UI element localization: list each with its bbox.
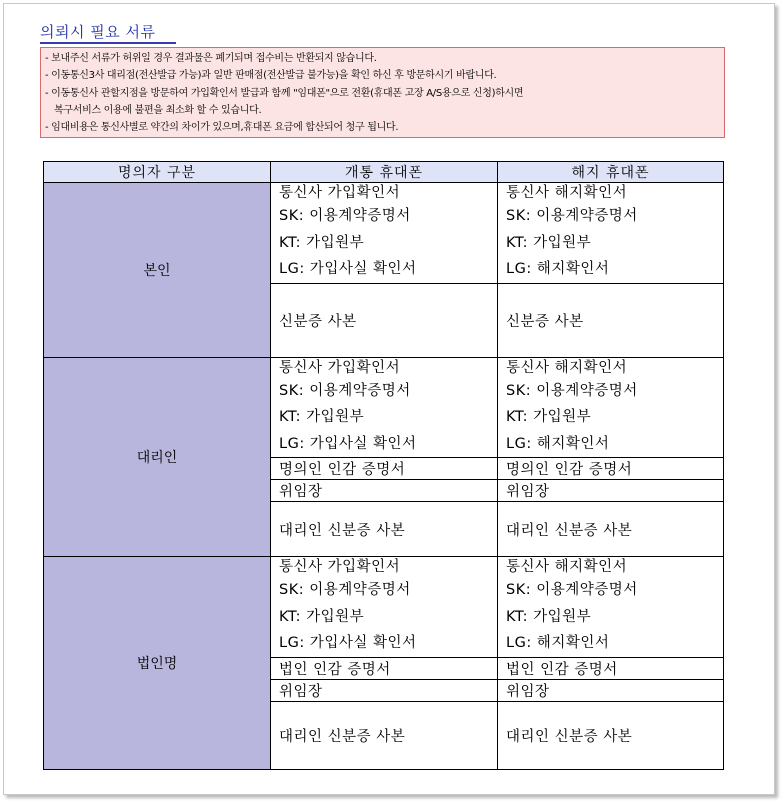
doc-item: LG: 가입사실 확인서 (279, 261, 417, 278)
open-doc-list (271, 183, 498, 284)
open-doc-list (271, 357, 498, 458)
doc-item: LG: 가입사실 확인서 (279, 635, 417, 652)
doc-item: LG: 해지확인서 (506, 261, 610, 278)
doc-item: 명의인 인감 증명서 (498, 458, 724, 480)
close-doc-list (498, 357, 724, 458)
notice-line: - 보내주신 서류가 허위일 경우 결과물은 폐기되며 접수비는 반환되지 않습니다. (45, 53, 377, 64)
header-open-phone: 개통 휴대폰 (271, 162, 498, 183)
doc-item: SK: 이용계약증명서 (506, 208, 638, 225)
open-doc-list (271, 557, 498, 658)
doc-item: SK: 이용계약증명서 (279, 382, 411, 399)
doc-item: 위임장 (498, 679, 724, 701)
header-closed-phone: 해지 휴대폰 (498, 162, 724, 183)
doc-item: SK: 이용계약증명서 (506, 382, 638, 399)
close-doc-list (498, 183, 724, 284)
category-cell: 법인명 (44, 557, 271, 770)
doc-item: 위임장 (271, 480, 498, 502)
table-row (44, 183, 724, 284)
doc-item: 통신사 해지확인서 (506, 559, 628, 576)
doc-item: KT: 가입원부 (506, 234, 592, 251)
doc-item: 대리인 신분증 사본 (271, 502, 498, 557)
doc-item: 통신사 해지확인서 (506, 359, 628, 376)
doc-item: KT: 가입원부 (279, 409, 365, 426)
doc-item: 통신사 해지확인서 (506, 185, 628, 202)
notice-line: 복구서비스 이용에 불편을 최소화 할 수 있습니다. (54, 104, 262, 116)
doc-item: LG: 해지확인서 (506, 435, 610, 452)
category-cell: 대리인 (44, 357, 271, 557)
doc-item: 위임장 (498, 480, 724, 502)
required-documents-table (43, 161, 724, 770)
doc-item: KT: 가입원부 (506, 608, 592, 625)
table-row (44, 557, 724, 658)
doc-item: SK: 이용계약증명서 (506, 582, 638, 599)
notice-line: - 이동통신3사 대리점(전산발급 가능)과 일반 판매점(전산발급 불가능)을 확인 하신 후 방문하시기 바랍니다. (45, 70, 497, 82)
doc-item: 신분증 사본 (271, 283, 498, 357)
table-row (44, 357, 724, 458)
category-cell: 본인 (44, 183, 271, 358)
doc-item: 통신사 가입확인서 (279, 359, 401, 376)
close-doc-list (498, 557, 724, 658)
doc-item: 위임장 (271, 679, 498, 701)
title-underline (40, 42, 176, 44)
doc-item: 신분증 사본 (498, 283, 724, 357)
table-header-row (44, 162, 724, 183)
doc-item: LG: 해지확인서 (506, 635, 610, 652)
doc-item: KT: 가입원부 (279, 608, 365, 625)
doc-item: 법인 인감 증명서 (271, 657, 498, 679)
doc-item: KT: 가입원부 (506, 409, 592, 426)
doc-item: 법인 인감 증명서 (498, 657, 724, 679)
doc-item: SK: 이용계약증명서 (279, 208, 411, 225)
doc-item: KT: 가입원부 (279, 234, 365, 251)
doc-item: 통신사 가입확인서 (279, 559, 401, 576)
notice-line: - 임대비용은 통신사별로 약간의 차이가 있으며,휴대폰 요금에 합산되어 청구 됩니다. (45, 122, 399, 134)
doc-item: 대리인 신분증 사본 (498, 502, 724, 557)
doc-item: SK: 이용계약증명서 (279, 582, 411, 599)
doc-item: LG: 가입사실 확인서 (279, 435, 417, 452)
notice-box (40, 47, 725, 138)
header-owner-type: 명의자 구분 (44, 162, 271, 183)
doc-item: 대리인 신분증 사본 (271, 701, 498, 769)
doc-item: 대리인 신분증 사본 (498, 701, 724, 769)
page-title: 의뢰시 필요 서류 (40, 23, 156, 41)
doc-item: 통신사 가입확인서 (279, 185, 401, 202)
doc-item: 명의인 인감 증명서 (271, 458, 498, 480)
notice-line: - 이동통신사 관할지점을 방문하여 가입확인서 발급과 함께 "임대폰"으로 전환(휴대폰 고장 A/S용으로 신청)하시면 (45, 87, 524, 99)
